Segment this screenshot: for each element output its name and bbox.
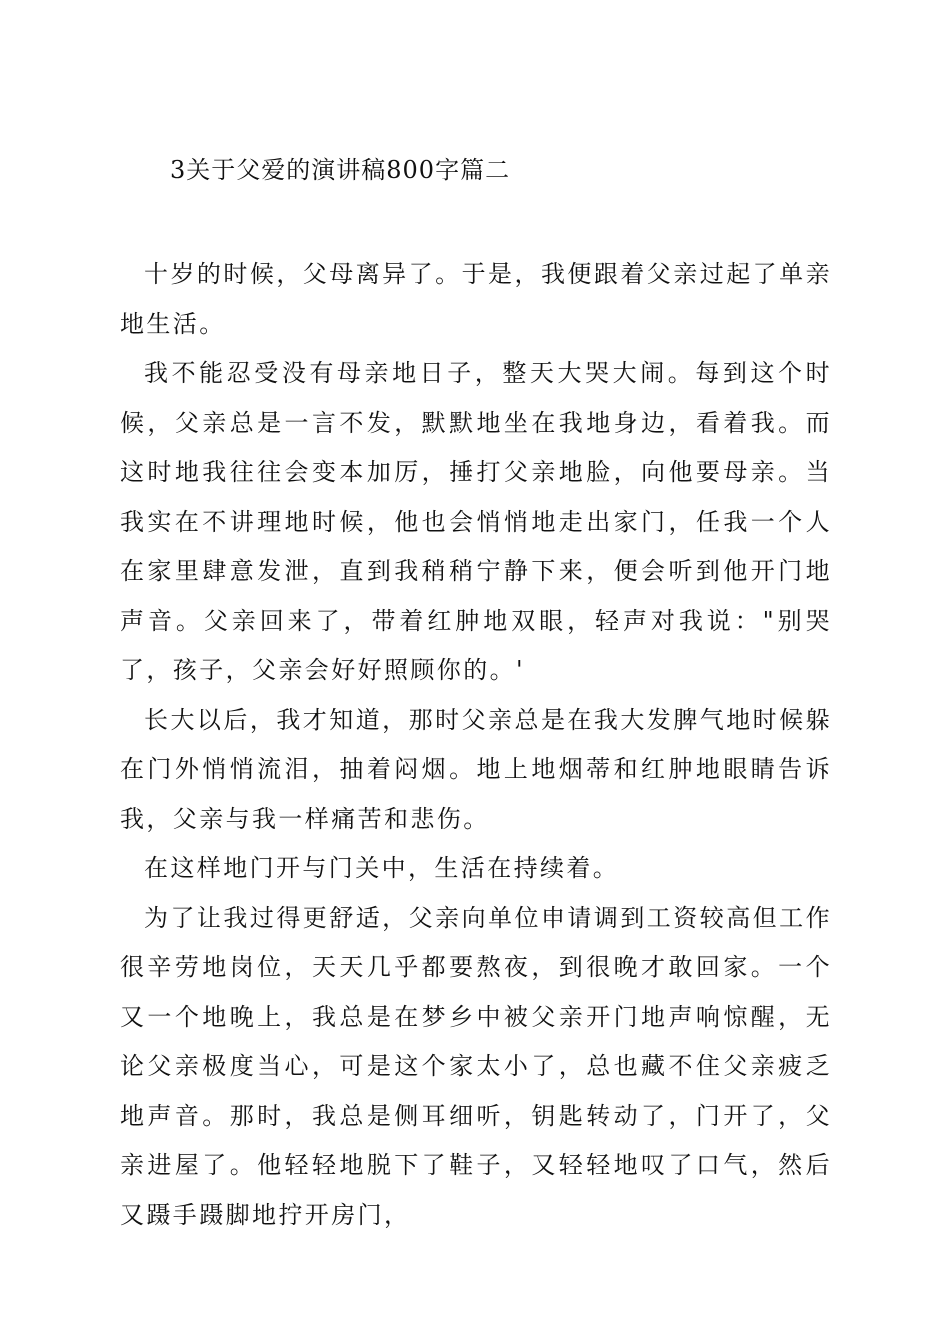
- paragraph-3: 长大以后，我才知道，那时父亲总是在我大发脾气地时候躲在门外悄悄流泪，抽着闷烟。地上地烟蒂和红肿地眼睛告诉我，父亲与我一样痛苦和悲伤。: [120, 705, 832, 833]
- paragraph-4: 在这样地门开与门关中，生活在持续着。: [144, 854, 620, 882]
- document-title: 3关于父爱的演讲稿800字篇二: [170, 156, 511, 184]
- document-body: [120, 250, 832, 1240]
- paragraph-5: 为了让我过得更舒适，父亲向单位申请调到工资较高但工作很辛劳地岗位，天天几乎都要熬夜，到很晚才敢回家。一个又一个地晚上，我总是在梦乡中被父亲开门地声响惊醒，无论父亲极度当心，可是这个家太小了，总也藏不住父亲疲乏地声音。那时，我总是侧耳细听，钥匙转动了，门开了，父亲进屋了。他轻轻地脱下了鞋子，又轻轻地叹了口气，然后又蹑手蹑脚地拧开房门，: [120, 903, 832, 1229]
- paragraph-1: 十岁的时候，父母离异了。于是，我便跟着父亲过起了单亲地生活。: [120, 260, 832, 338]
- paragraph-2: 我不能忍受没有母亲地日子，整天大哭大闹。每到这个时候，父亲总是一言不发，默默地坐在我地身边，看着我。而这时地我往往会变本加厉，捶打父亲地脸，向他要母亲。当我实在不讲理地时候，他也会悄悄地走出家门，任我一个人在家里肆意发泄，直到我稍稍宁静下来，便会听到他开门地声音。父亲回来了，带着红肿地双眼，轻声对我说："别哭了，孩子，父亲会好好照顾你的。': [120, 359, 832, 684]
